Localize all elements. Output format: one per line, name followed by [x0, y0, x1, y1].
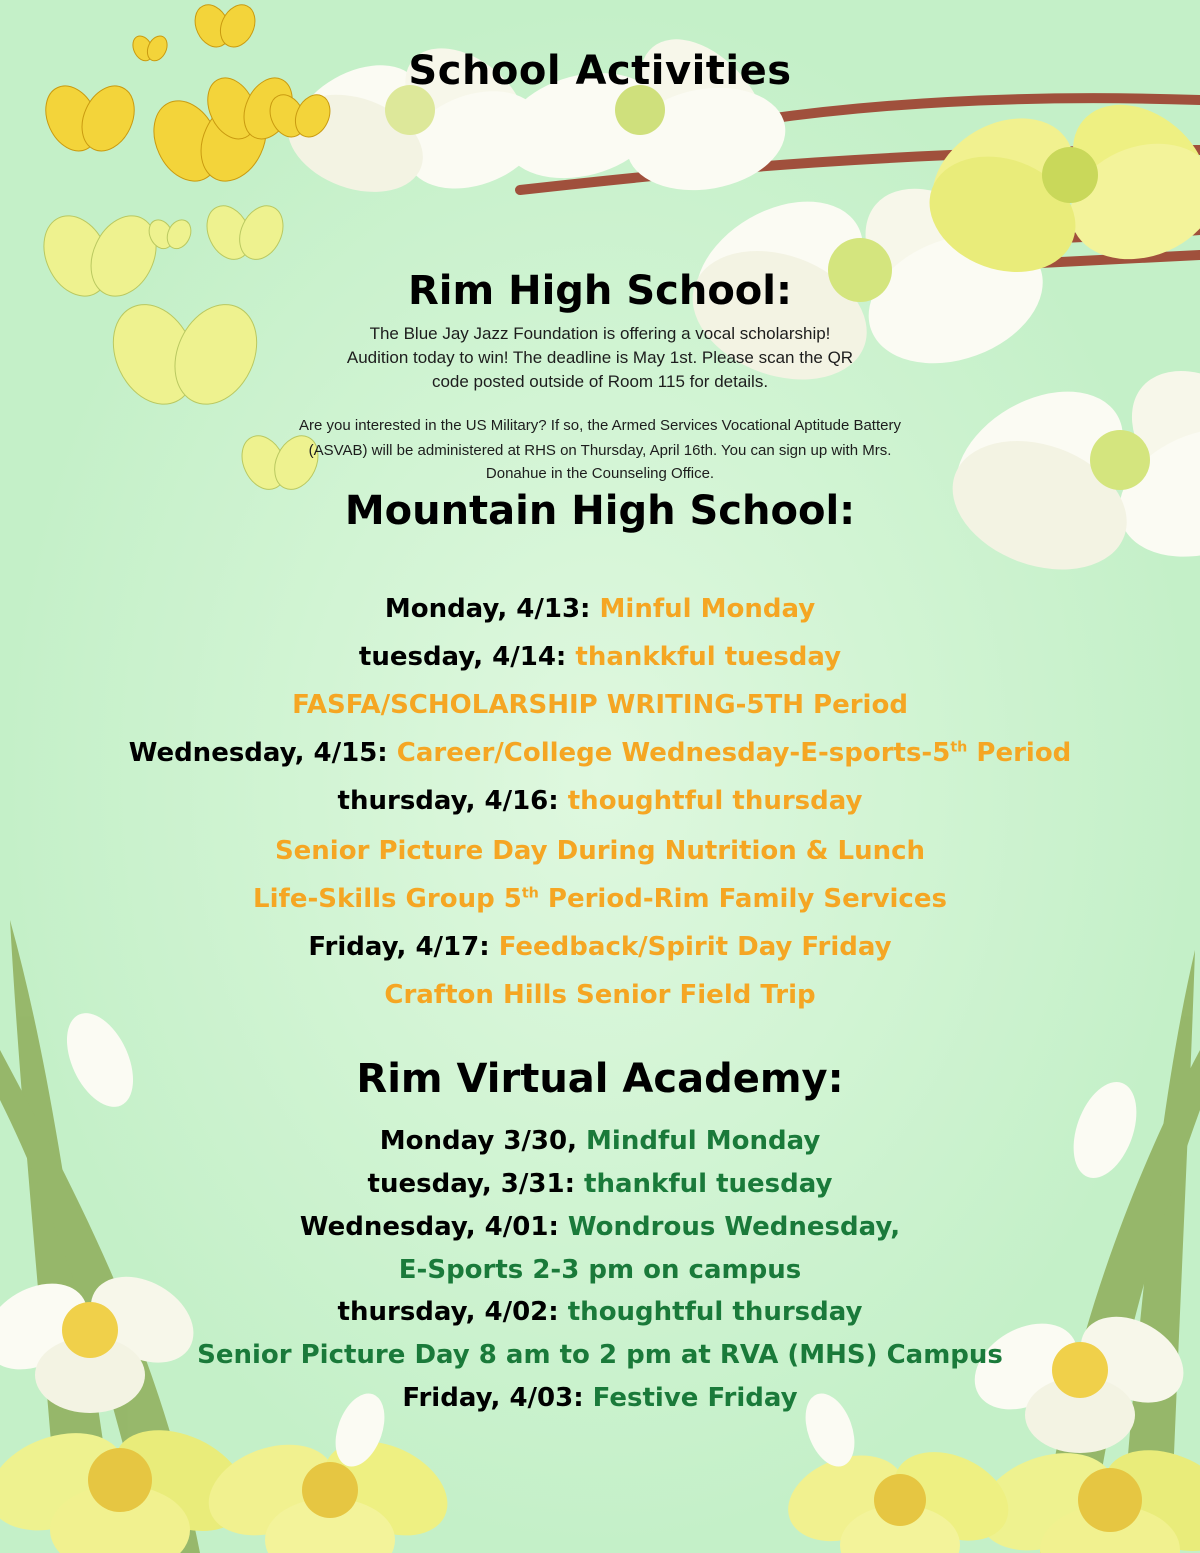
event-label: Festive Friday [592, 1383, 798, 1413]
rva-wednesday-extra: E-Sports 2-3 pm on campus [398, 1255, 802, 1285]
day-label: tuesday, 4/14: [358, 642, 567, 672]
day-label: tuesday, 3/31: [367, 1169, 575, 1199]
scholarship-line: The Blue Jay Jazz Foundation is offering a vocal scholarship! [369, 324, 831, 343]
mhs-thursday-row [0, 786, 1200, 816]
rva-wednesday-row [0, 1212, 1200, 1242]
rva-thursday-row [0, 1297, 1200, 1327]
mountain-high-heading: Mountain High School: [344, 488, 856, 534]
day-label: Wednesday, 4/01: [299, 1212, 559, 1242]
event-text: Period-Rim Family Services [547, 884, 947, 914]
day-label: Monday, 4/13: [384, 594, 591, 624]
rva-heading: Rim Virtual Academy: [356, 1056, 844, 1102]
rva-friday-row [0, 1383, 1200, 1413]
event-label: Minful Monday [599, 594, 816, 624]
event-label: thoughtful thursday [567, 1297, 863, 1327]
mhs-monday-row [0, 594, 1200, 624]
event-label [397, 738, 1072, 768]
mhs-thursday-extra: Senior Picture Day During Nutrition & Lunch [274, 836, 926, 866]
ordinal-suffix: th [521, 885, 539, 902]
mhs-tuesday-extra: FASFA/SCHOLARSHIP WRITING-5TH Period [292, 690, 908, 720]
mhs-friday-row [0, 932, 1200, 962]
military-line: Donahue in the Counseling Office. [485, 465, 715, 482]
event-label: Feedback/Spirit Day Friday [498, 932, 892, 962]
event-label: Mindful Monday [586, 1126, 821, 1156]
day-label: Monday 3/30, [379, 1126, 577, 1156]
day-label: Wednesday, 4/15: [128, 738, 388, 768]
event-label: thankkful tuesday [575, 642, 842, 672]
ordinal-suffix: th [950, 739, 968, 756]
scholarship-line: Audition today to win! The deadline is May 1st. Please scan the QR [346, 348, 854, 367]
day-label: thursday, 4/02: [337, 1297, 559, 1327]
day-label: Friday, 4/17: [308, 932, 490, 962]
military-line: Are you interested in the US Military? If so, the Armed Services Vocational Aptitude Battery [299, 417, 901, 434]
event-text: Life-Skills Group 5 [253, 884, 522, 914]
event-text: Period [976, 738, 1072, 768]
event-text: Career/College Wednesday-E-sports-5 [396, 738, 951, 768]
day-label: thursday, 4/16: [337, 786, 559, 816]
rva-thursday-extra: Senior Picture Day 8 am to 2 pm at RVA (MHS) Campus [197, 1340, 1003, 1370]
mhs-thursday-extra [0, 884, 1200, 914]
event-label: thankful tuesday [584, 1169, 833, 1199]
mhs-wednesday-row [0, 738, 1200, 768]
event-label: Wondrous Wednesday, [567, 1212, 901, 1242]
page-title: School Activities [408, 48, 792, 94]
day-label: Friday, 4/03: [402, 1383, 584, 1413]
event-label: thoughtful thursday [567, 786, 863, 816]
mhs-friday-extra: Crafton Hills Senior Field Trip [384, 980, 816, 1010]
rva-monday-row [0, 1126, 1200, 1156]
rva-tuesday-row [0, 1169, 1200, 1199]
scholarship-line: code posted outside of Room 115 for details. [431, 372, 769, 391]
rim-high-heading: Rim High School: [407, 268, 792, 314]
mhs-tuesday-row [0, 642, 1200, 672]
military-line: (ASVAB) will be administered at RHS on Thursday, April 16th. You can sign up with Mrs. [308, 442, 892, 459]
